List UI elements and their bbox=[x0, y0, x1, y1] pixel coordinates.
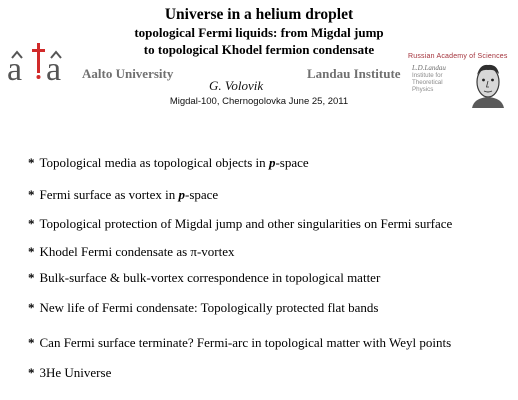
slide-title: Universe in a helium droplet bbox=[164, 6, 354, 23]
ras-logo-text: Russian Academy of Sciences bbox=[408, 53, 508, 60]
bullet-text: Bulk-surface & bulk-vortex correspondence in topological matter bbox=[39, 270, 381, 285]
bullet-text: Topological protection of Migdal jump and other singularities on Fermi surface bbox=[39, 216, 453, 231]
bullet-marker: * bbox=[28, 365, 35, 380]
bullet-marker: * bbox=[28, 335, 35, 350]
bullet-item bbox=[28, 155, 309, 171]
bullet-text-end: -space bbox=[275, 155, 309, 170]
bullet-item bbox=[28, 365, 111, 381]
bullet-item bbox=[28, 216, 452, 232]
bullet-item bbox=[28, 300, 378, 316]
affiliation-landau: Landau Institute bbox=[307, 66, 401, 81]
itp-line-1: Institute for bbox=[412, 72, 443, 79]
bullet-item bbox=[28, 244, 235, 260]
author-name: G. Volovik bbox=[209, 78, 264, 93]
bullet-marker: * bbox=[28, 216, 35, 231]
bullet-item bbox=[28, 335, 451, 351]
bullet-item bbox=[28, 187, 218, 203]
landau-portrait-image bbox=[466, 60, 510, 108]
landau-signature: L.D.Landau bbox=[412, 64, 446, 72]
bullet-marker: * bbox=[28, 270, 35, 285]
itp-line-3: Physics bbox=[412, 86, 434, 93]
slide-subtitle-line-2: to topological Khodel fermion condensate bbox=[143, 42, 375, 57]
bullet-emphasis: p bbox=[178, 187, 185, 202]
bullet-text: Khodel Fermi condensate as π-vortex bbox=[39, 244, 235, 259]
slide-subtitle-line-1: topological Fermi liquids: from Migdal jump bbox=[134, 25, 384, 40]
bullet-item bbox=[28, 270, 380, 286]
bullet-emphasis: p bbox=[268, 155, 276, 170]
bullet-marker: * bbox=[28, 244, 35, 259]
bullet-text: Can Fermi surface terminate? Fermi-arc in topological matter with Weyl points bbox=[39, 335, 452, 350]
bullet-marker: * bbox=[28, 300, 35, 315]
itp-line-2: Theoretical bbox=[412, 79, 443, 86]
svg-text:a: a bbox=[7, 51, 23, 84]
bullet-text-end: -space bbox=[184, 187, 219, 202]
bullet-text: 3He Universe bbox=[39, 365, 112, 380]
bullet-text: New life of Fermi condensate: Topologically protected flat bands bbox=[39, 300, 379, 315]
aalto-logo bbox=[6, 40, 76, 84]
bullet-text: Topological media as topological objects in bbox=[39, 155, 269, 170]
bullet-marker: * bbox=[28, 187, 35, 202]
bullet-text: Fermi surface as vortex in bbox=[39, 187, 179, 202]
venue-date: Migdal-100, Chernogolovka June 25, 2011 bbox=[169, 96, 349, 107]
itp-logo-text bbox=[412, 65, 458, 93]
bullet-marker: * bbox=[28, 155, 35, 170]
svg-text:a: a bbox=[46, 51, 62, 84]
affiliation-aalto: Aalto University bbox=[82, 66, 174, 81]
